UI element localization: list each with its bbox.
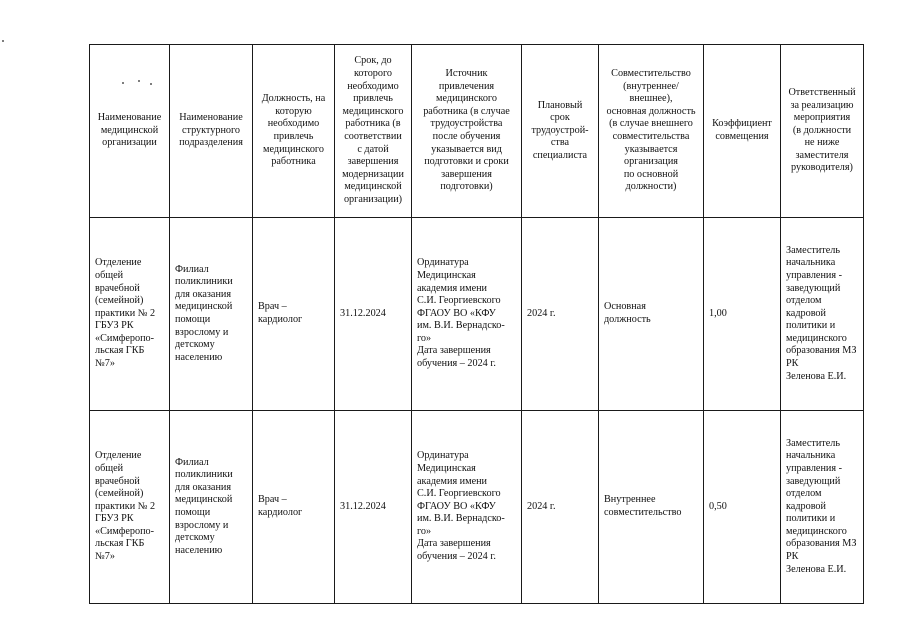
header-source: Источник привлечения медицинского работника (в случае трудоустройства после обучения указывается вид подготовки и сроки завершения подготовки)	[412, 45, 522, 218]
cell-coefficient: 1,00	[704, 218, 781, 411]
cell-structural-unit: Филиал поликлиники для оказания медицинской помощи взрослому и детскому населению	[170, 218, 253, 411]
cell-combination: Внутреннее совместительство	[599, 411, 704, 604]
cell-source: Ординатура Медицинская академия имени С.И. Георгиевского ФГАОУ ВО «КФУ им. В.И. Вернадско- го» Дата завершения обучения – 2024 г.	[412, 218, 522, 411]
cell-planned-employment: 2024 г.	[522, 218, 599, 411]
cell-combination: Основная должность	[599, 218, 704, 411]
header-position: Должность, на которую необходимо привлечь медицинского работника	[253, 45, 335, 218]
cell-responsible: Заместитель начальника управления - заведующий отделом кадровой политики и медицинского образования МЗ РК Зеленова Е.И.	[781, 218, 864, 411]
cell-deadline: 31.12.2024	[335, 411, 412, 604]
cell-structural-unit: Филиал поликлиники для оказания медицинской помощи взрослому и детскому населению	[170, 411, 253, 604]
cell-medical-organization: Отделение общей врачебной (семейной) практики № 2 ГБУЗ РК «Симферопо- льская ГКБ №7»	[90, 411, 170, 604]
header-combination: Совместительство (внутреннее/ внешнее), основная должность (в случае внешнего совместительства указывается организация по основной должности)	[599, 45, 704, 218]
cell-coefficient: 0,50	[704, 411, 781, 604]
staffing-plan-table	[89, 44, 864, 604]
cell-responsible: Заместитель начальника управления - заведующий отделом кадровой политики и медицинского образования МЗ РК Зеленова Е.И.	[781, 411, 864, 604]
cell-position: Врач – кардиолог	[253, 411, 335, 604]
header-coefficient: Коэффициент совмещения	[704, 45, 781, 218]
table-header-row	[90, 45, 864, 218]
cell-planned-employment: 2024 г.	[522, 411, 599, 604]
cell-position: Врач – кардиолог	[253, 218, 335, 411]
header-planned-employment: Плановый срок трудоустрой- ства специалиста	[522, 45, 599, 218]
header-responsible: Ответственный за реализацию мероприятия (в должности не ниже заместителя руководителя)	[781, 45, 864, 218]
table-row	[90, 411, 864, 604]
header-medical-organization: Наименование медицинской организации	[90, 45, 170, 218]
cell-deadline: 31.12.2024	[335, 218, 412, 411]
cell-source: Ординатура Медицинская академия имени С.И. Георгиевского ФГАОУ ВО «КФУ им. В.И. Вернадско- го» Дата завершения обучения – 2024 г.	[412, 411, 522, 604]
header-deadline: Срок, до которого необходимо привлечь медицинского работника (в соответствии с датой завершения модернизации медицинской организации)	[335, 45, 412, 218]
table-row	[90, 218, 864, 411]
cell-medical-organization: Отделение общей врачебной (семейной) практики № 2 ГБУЗ РК «Симферопо- льская ГКБ №7»	[90, 218, 170, 411]
header-structural-unit: Наименование структурного подразделения	[170, 45, 253, 218]
scan-speck	[2, 40, 4, 42]
